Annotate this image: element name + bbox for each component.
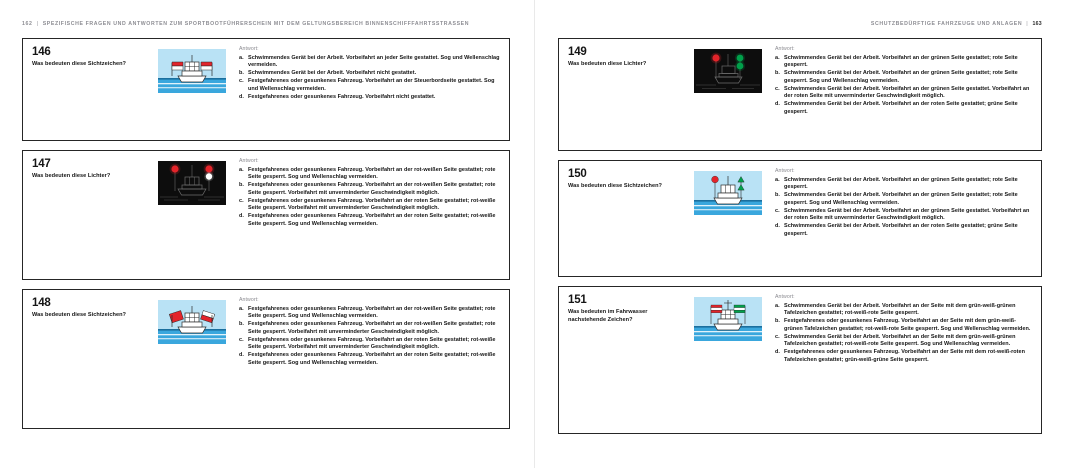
answer-option: [775, 55, 1033, 70]
answer-option: [239, 213, 501, 228]
answer-option: [239, 55, 501, 70]
question-figure-148: [154, 297, 230, 421]
answer-option: [239, 337, 501, 352]
right-page: [534, 0, 1068, 468]
left-head-separator: |: [36, 21, 39, 27]
answer-label: Antwort:: [775, 46, 795, 52]
question-answers-146: [230, 46, 501, 133]
question-prompt: Was bedeuten diese Sichtzeichen?: [32, 61, 127, 67]
answer-option: [775, 223, 1033, 238]
answer-option: [239, 78, 501, 93]
answer-option: [239, 352, 501, 367]
answer-marker: a.: [239, 305, 244, 312]
right-head-separator: |: [1026, 21, 1029, 27]
answer-marker: c.: [239, 336, 244, 343]
left-folio: 162: [22, 21, 33, 27]
answer-marker: b.: [775, 318, 780, 324]
day-red-white-red-and-green-white-green-boards-vessel-icon: [694, 297, 762, 341]
answer-text: Schwimmendes Gerät bei der Arbeit. Vorbeifahrt an der grünen Seite gestattet. Vorbeifahrt an der roten Seite mit unverminderter Geschwindigkeit möglich.: [784, 85, 1030, 99]
question-answers-149: [766, 46, 1033, 143]
answer-marker: b.: [239, 182, 244, 188]
answer-marker: d.: [775, 223, 780, 229]
answer-marker: c.: [775, 85, 780, 92]
right-question-list: [558, 38, 1042, 443]
day-red-flag-red-white-flag-vessel-icon: [158, 300, 226, 344]
question-prompt: Was bedeuten diese Sichtzeichen?: [32, 312, 127, 318]
answer-options: [775, 177, 1033, 239]
question-card-149: [558, 38, 1042, 151]
question-answers-147: [230, 158, 501, 272]
answer-label: Antwort:: [775, 294, 795, 300]
answer-text: Festgefahrenes oder gesunkenes Fahrzeug. Vorbeifahrt an der Seite mit dem grün-weiß-grünen Tafelzeichen gestattet; rot-weiß-rote Seite gesperrt. Sog und Wellenschlag vermeiden.: [784, 318, 1031, 332]
night-red-red-white-lights-vessel-icon: [158, 161, 226, 205]
answer-text: Schwimmendes Gerät bei der Arbeit. Vorbeifahrt an der roten Seite gestattet; grüne Seite gesperrt.: [784, 223, 1018, 237]
question-number: 147: [32, 158, 51, 170]
question-card-146: [22, 38, 510, 141]
answer-options: [239, 55, 501, 102]
right-running-head: [558, 18, 1042, 30]
answer-option: [239, 321, 501, 336]
answer-text: Schwimmendes Gerät bei der Arbeit. Vorbeifahrt an der roten Seite gestattet; grüne Seite gesperrt.: [784, 101, 1018, 115]
right-folio: 163: [1032, 21, 1042, 27]
question-figure-146: [154, 46, 230, 133]
answer-text: Festgefahrenes oder gesunkenes Fahrzeug. Vorbeifahrt an der roten Seite gestattet; rot-weiße Seite gesperrt. Vorbeifahrt mit unverminderter Geschwindigkeit möglich.: [248, 336, 496, 350]
answer-marker: d.: [239, 93, 244, 100]
answer-option: [239, 94, 501, 102]
answer-option: [775, 86, 1033, 101]
question-card-148: [22, 289, 510, 429]
left-running-head: [22, 18, 510, 30]
answer-text: Festgefahrenes oder gesunkenes Fahrzeug. Vorbeifahrt an der roten Seite gestattet; rot-weiße Seite gesperrt. Sog und Wellenschlag vermeiden.: [248, 352, 496, 366]
question-number: 151: [568, 294, 587, 306]
answer-marker: b.: [775, 192, 780, 198]
answer-marker: c.: [775, 333, 780, 340]
night-red-light-double-green-lights-vessel-icon: [694, 49, 762, 93]
answer-marker: a.: [775, 176, 780, 183]
answer-text: Schwimmendes Gerät bei der Arbeit. Vorbeifahrt nicht gestattet.: [248, 70, 417, 76]
answer-option: [239, 198, 501, 213]
answer-text: Schwimmendes Gerät bei der Arbeit. Vorbeifahrt an der grünen Seite gestattet; rote Seite gesperrt.: [784, 176, 1018, 190]
answer-marker: c.: [239, 78, 244, 84]
answer-options: [775, 303, 1033, 365]
answer-options: [775, 55, 1033, 117]
question-number: 149: [568, 46, 587, 58]
answer-text: Festgefahrenes oder gesunkenes Fahrzeug. Vorbeifahrt an der roten Seite gestattet; rot-weiße Seite gesperrt. Vorbeifahrt mit unverminderter Geschwindigkeit möglich.: [248, 197, 496, 211]
answer-option: [775, 318, 1033, 333]
answer-marker: c.: [239, 197, 244, 204]
question-answers-150: [766, 168, 1033, 269]
answer-text: Festgefahrenes oder gesunkenes Fahrzeug. Vorbeifahrt an der rot-weißen Seite gestattet; rote Seite gesperrt. Vorbeifahrt mit unverminderter Geschwindigkeit möglich.: [248, 321, 496, 335]
answer-label: Antwort:: [775, 168, 795, 174]
question-heading-150: [568, 168, 690, 269]
answer-text: Schwimmendes Gerät bei der Arbeit. Vorbeifahrt an der grünen Seite gestattet; rote Seite gesperrt. Sog und Wellenschlag vermeiden.: [784, 70, 1018, 84]
answer-option: [239, 306, 501, 321]
answer-option: [239, 182, 501, 197]
left-head-title: SPEZIFISCHE FRAGEN UND ANTWORTEN ZUM SPORTBOOTFÜHRERSCHEIN MIT DEM GELTUNGSBEREICH BINNENSCHIFFFAHRTSSTRASSEN: [42, 21, 470, 27]
answer-option: [775, 101, 1033, 116]
question-heading-146: [32, 46, 154, 133]
answer-text: Schwimmendes Gerät bei der Arbeit. Vorbeifahrt an der Seite mit dem grün-weiß-grünen Tafelzeichen gestattet; rot-weiß-rote Seite gesperrt. Sog und Wellenschlag vermeiden.: [784, 333, 1016, 347]
question-heading-149: [568, 46, 690, 143]
answer-text: Festgefahrenes oder gesunkenes Fahrzeug. Vorbeifahrt an der rot-weißen Seite gestattet; rote Seite gesperrt. Sog und Wellenschlag vermeiden.: [248, 166, 496, 180]
day-red-ball-double-green-cones-vessel-icon: [694, 171, 762, 215]
answer-text: Schwimmendes Gerät bei der Arbeit. Vorbeifahrt an der Seite mit dem grün-weiß-grünen Tafelzeichen gestattet; rot-weiß-rote Seite gesperrt.: [784, 302, 1016, 316]
answer-marker: a.: [239, 54, 244, 61]
question-figure-150: [690, 168, 766, 269]
question-card-150: [558, 160, 1042, 277]
answer-options: [239, 167, 501, 229]
question-heading-148: [32, 297, 154, 421]
answer-marker: d.: [775, 349, 780, 355]
answer-option: [775, 303, 1033, 318]
answer-option: [775, 334, 1033, 349]
answer-option: [775, 70, 1033, 85]
answer-option: [775, 208, 1033, 223]
answer-label: Antwort:: [239, 46, 259, 52]
answer-text: Festgefahrenes oder gesunkenes Fahrzeug. Vorbeifahrt an der Seite mit dem rot-weiß-roten Tafelzeichen gestattet; grün-weiß-grüne Seite gesperrt.: [784, 349, 1025, 363]
answer-marker: b.: [775, 70, 780, 76]
answer-text: Festgefahrenes oder gesunkenes Fahrzeug. Vorbeifahrt an der rot-weißen Seite gestattet; rote Seite gesperrt. Vorbeifahrt mit unverminderter Geschwindigkeit möglich.: [248, 182, 496, 196]
answer-marker: c.: [775, 207, 780, 214]
answer-marker: b.: [239, 321, 244, 327]
question-card-151: [558, 286, 1042, 434]
question-answers-148: [230, 297, 501, 421]
question-prompt: Was bedeuten diese Sichtzeichen?: [568, 183, 663, 189]
answer-text: Festgefahrenes oder gesunkenes Fahrzeug. Vorbeifahrt nicht gestattet.: [248, 93, 436, 100]
question-prompt: Was bedeuten diese Lichter?: [32, 173, 111, 179]
answer-marker: a.: [239, 166, 244, 173]
answer-label: Antwort:: [239, 297, 259, 303]
answer-text: Schwimmendes Gerät bei der Arbeit. Vorbeifahrt an jeder Seite gestattet. Sog und Wellenschlag vermeiden.: [248, 54, 500, 68]
answer-text: Schwimmendes Gerät bei der Arbeit. Vorbeifahrt an der grünen Seite gestattet; rote Seite gesperrt. Sog und Wellenschlag vermeiden.: [784, 192, 1018, 206]
answer-option: [775, 192, 1033, 207]
question-prompt: Was bedeuten diese Lichter?: [568, 61, 647, 67]
answer-text: Schwimmendes Gerät bei der Arbeit. Vorbeifahrt an der grünen Seite gestattet; rote Seite gesperrt.: [784, 54, 1018, 68]
question-card-147: [22, 150, 510, 280]
answer-marker: d.: [239, 352, 244, 358]
question-number: 150: [568, 168, 587, 180]
answer-text: Schwimmendes Gerät bei der Arbeit. Vorbeifahrt an der grünen Seite gestattet. Vorbeifahrt an der roten Seite mit unverminderter Geschwindigkeit möglich.: [784, 207, 1030, 221]
question-prompt: Was bedeuten im Fahrwasser nachstehende Zeichen?: [568, 309, 648, 323]
answer-text: Festgefahrenes oder gesunkenes Fahrzeug. Vorbeifahrt an der roten Seite gestattet; rot-weiße Seite gesperrt. Sog und Wellenschlag vermeiden.: [248, 213, 496, 227]
day-two-red-white-flags-vessel-icon: [158, 49, 226, 93]
question-number: 146: [32, 46, 51, 58]
question-answers-151: [766, 294, 1033, 426]
question-figure-151: [690, 294, 766, 426]
answer-text: Festgefahrenes oder gesunkenes Fahrzeug. Vorbeifahrt an der Steuerbordseite gestattet. Sog und Wellenschlag vermeiden.: [248, 78, 495, 92]
question-heading-147: [32, 158, 154, 272]
answer-option: [775, 349, 1033, 364]
answer-label: Antwort:: [239, 158, 259, 164]
answer-option: [239, 167, 501, 182]
left-question-list: [22, 38, 510, 438]
right-head-title: SCHUTZBEDÜRFTIGE FAHRZEUGE UND ANLAGEN: [870, 21, 1023, 27]
question-heading-151: [568, 294, 690, 426]
answer-marker: a.: [775, 302, 780, 309]
answer-option: [775, 177, 1033, 192]
answer-option: [239, 70, 501, 78]
answer-marker: a.: [775, 54, 780, 61]
question-figure-147: [154, 158, 230, 272]
answer-marker: d.: [239, 213, 244, 219]
answer-marker: d.: [775, 101, 780, 107]
question-number: 148: [32, 297, 51, 309]
question-figure-149: [690, 46, 766, 143]
answer-text: Festgefahrenes oder gesunkenes Fahrzeug. Vorbeifahrt an der rot-weißen Seite gestattet; rote Seite gesperrt. Sog und Wellenschlag vermeiden.: [248, 305, 496, 319]
answer-options: [239, 306, 501, 368]
answer-marker: b.: [239, 70, 244, 76]
